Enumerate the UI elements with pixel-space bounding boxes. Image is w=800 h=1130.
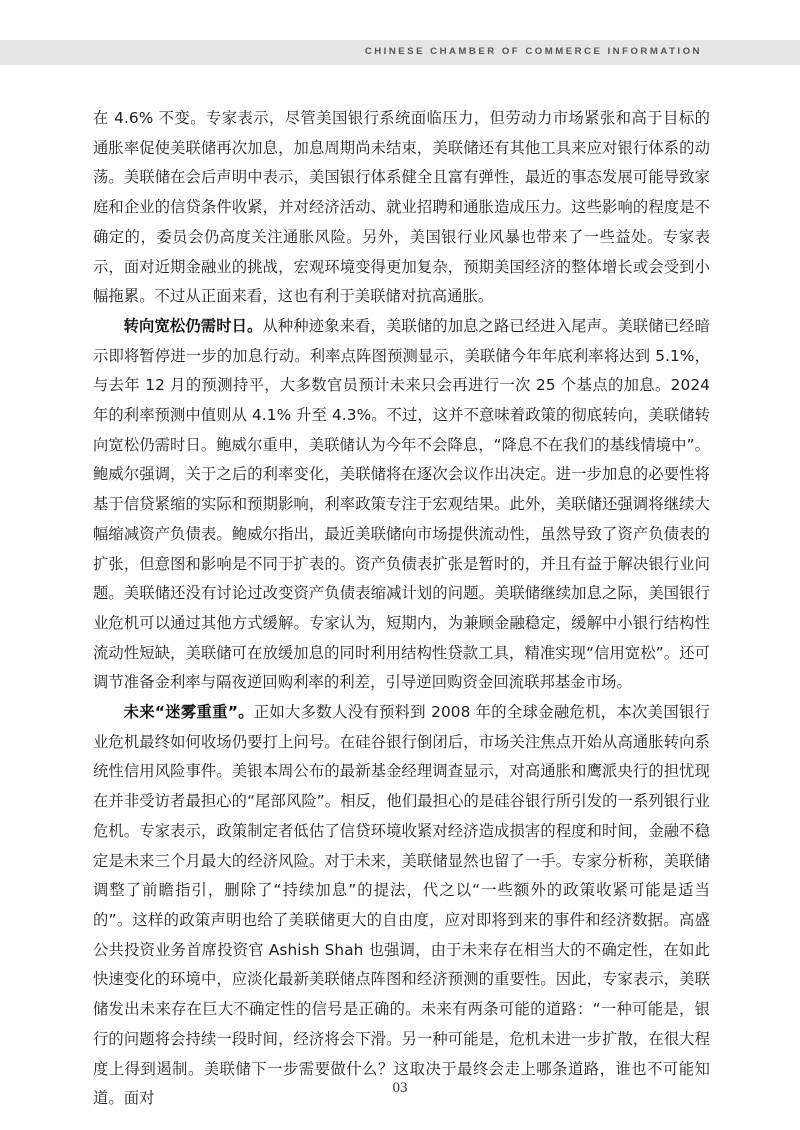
page-number: 03 [392,1080,408,1096]
paragraph-3-text: 正如大多数人没有预料到 2008 年的全球金融危机，本次美国银行业危机最终如何收场仍要打上问号。在硅谷银行倒闭后，市场关注焦点开始从高通胀转向系统性信用风险事件。美银本周公布的最新基金经理调查显示，对高通胀和鹰派央行的担忧现在并非受访者最担心的“尾部风险”。相反，他们最担心的是硅谷银行所引发的一系列银行业危机。专家表示，政策制定者低估了信贷环境收紧对经济造成损害的程度和时间，金融不稳定是未来三个月最大的经济风险。对于未来，美联储显然也留了一手。专家分析称，美联储调整了前瞻指引，删除了“持续加息”的提法，代之以“一些额外的政策收紧可能是适当的”。这样的政策声明也给了美联储更大的自由度，应对即将到来的事件和经济数据。高盛公共投资业务首席投资官 Ashish Shah 也强调，由于未来存在相当大的不确定性，在如此快速变化的环境中，应淡化最新美联储点阵图和经济预测的重要性。因此，专家表示，美联储发出未来存在巨大不确定性的信号是正确的。未来有两条可能的道路：“一种可能是，银行的问题将会持续一段时间，经济将会下滑。另一种可能是，危机未进一步扩散，在很大程度上得到遏制。美联储下一步需要做什么？这取决于最终会走上哪条道路，谁也不可能知道。面对 [93,703,711,1108]
section-heading-easing: 转向宽松仍需时日。 [123,316,263,335]
article-body [93,104,710,1114]
section-heading-future: 未来“迷雾重重”。 [123,703,254,722]
paragraph-2 [93,312,710,698]
paragraph-3 [93,698,710,1114]
paragraph-1: 在 4.6% 不变。专家表示，尽管美国银行系统面临压力，但劳动力市场紧张和高于目标的通胀率促使美联储再次加息，加息周期尚未结束，美联储还有其他工具来应对银行体系的动荡。美联储在会后声明中表示，美国银行体系健全且富有弹性，最近的事态发展可能导致家庭和企业的信贷条件收紧，并对经济活动、就业招聘和通胀造成压力。这些影响的程度是不确定的，委员会仍高度关注通胀风险。另外，美国银行业风暴也带来了一些益处。专家表示，面对近期金融业的挑战，宏观环境变得更加复杂，预期美国经济的整体增长或会受到小幅拖累。不过从正面来看，这也有利于美联储对抗高通胀。 [93,109,710,306]
publication-header: CHINESE CHAMBER OF COMMERCE INFORMATION [364,46,702,57]
paragraph-2-text: 从种种迹象来看，美联储的加息之路已经进入尾声。美联储已经暗示即将暂停进一步的加息行动。利率点阵图预测显示，美联储今年年底利率将达到 5.1%，与去年 12 月的预测持平，大多数官员预计未来只会再进行一次 25 个基点的加息。2024 年的利率预测中值则从 4.1% 升至 4.3%。不过，这并不意味着政策的彻底转向，美联储转向宽松仍需时日。鲍威尔重申，美联储认为今年不会降息，“降息不在我们的基线情境中”。鲍威尔强调，关于之后的利率变化，美联储将在逐次会议作出决定。进一步加息的必要性将基于信贷紧缩的实际和预期影响，利率政策专注于宏观结果。此外，美联储还强调将继续大幅缩减资产负债表。鲍威尔指出，最近美联储向市场提供流动性，虽然导致了资产负债表的扩张，但意图和影响是不同于扩表的。资产负债表扩张是暂时的，并且有益于解决银行业问题。美联储还没有讨论过改变资产负债表缩减计划的问题。美联储继续加息之际，美国银行业危机可以通过其他方式缓解。专家认为，短期内，为兼顾金融稳定，缓解中小银行结构性流动性短缺，美联储可在放缓加息的同时利用结构性贷款工具，精准实现“信用宽松”。还可调节准备金利率与隔夜逆回购利率的利差，引导逆回购资金回流联邦基金市场。 [93,316,711,692]
